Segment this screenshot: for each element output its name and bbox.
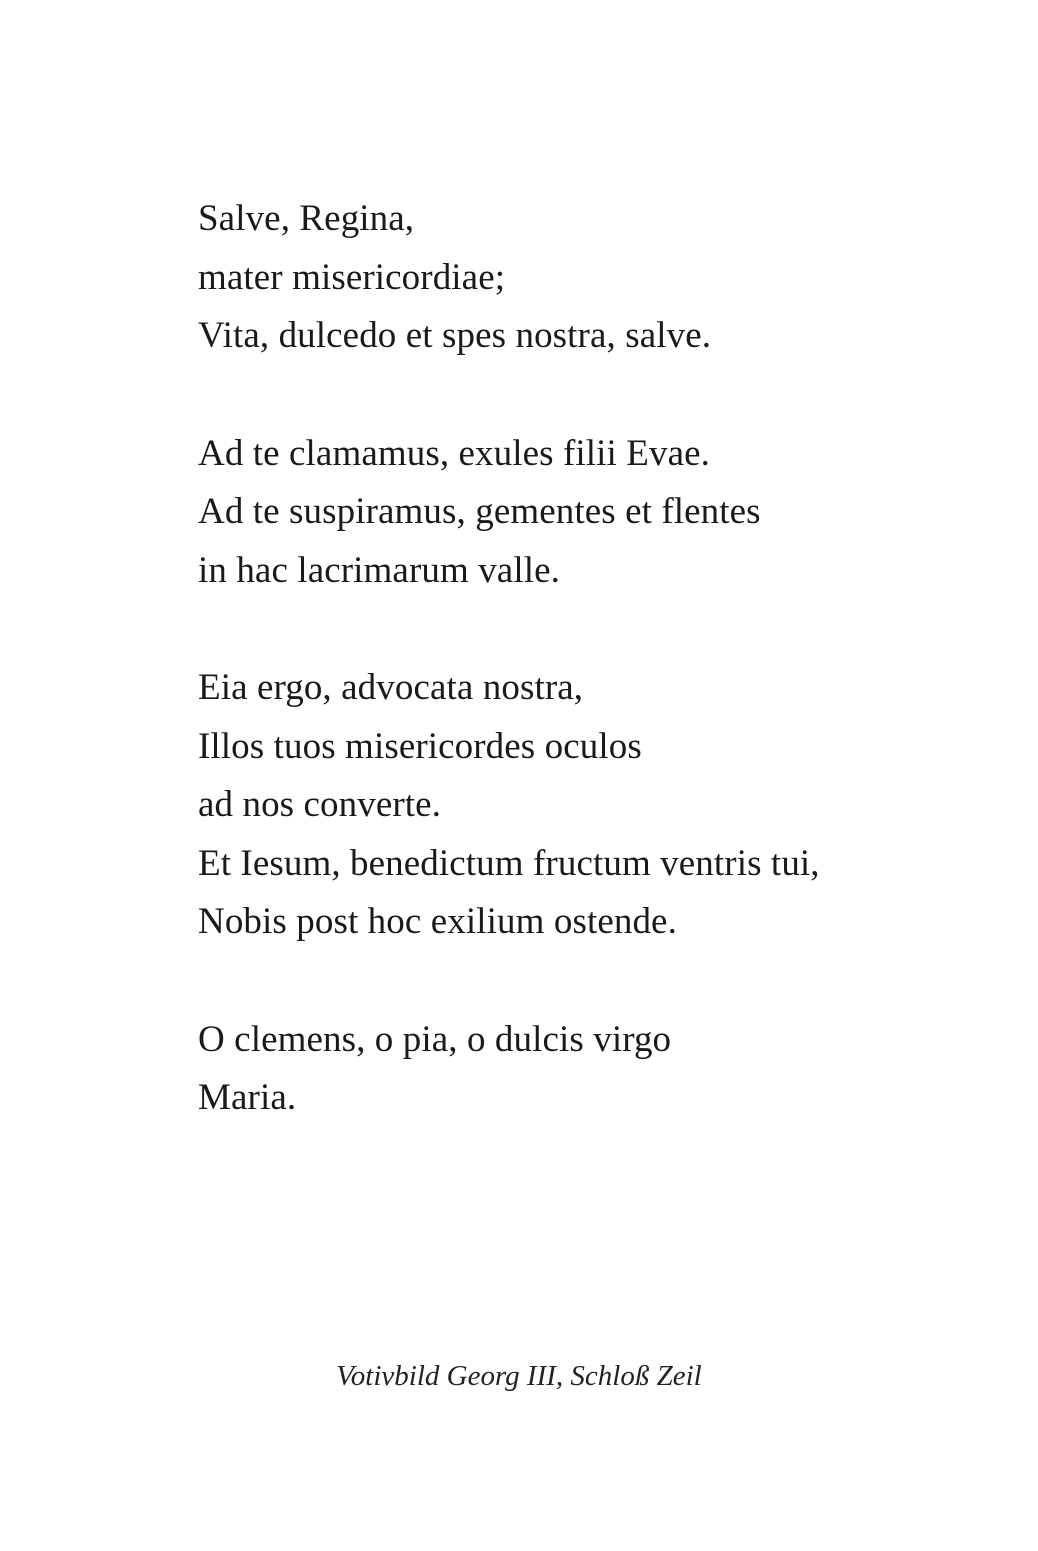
poem-line: Salve, Regina, (198, 198, 415, 239)
poem-line: O clemens, o pia, o dulcis virgo (198, 1018, 672, 1060)
stanza-4 (198, 1011, 998, 1128)
poem-line: mater misericordiae; (198, 256, 506, 298)
stanza-1 (198, 190, 998, 366)
poem-line: Vita, dulcedo et spes nostra, salve. (198, 315, 712, 356)
poem-line: Et Iesum, benedictum fructum ventris tui, (198, 842, 820, 884)
poem-line: Maria. (198, 1077, 297, 1118)
poem-line: in hac lacrimarum valle. (198, 549, 560, 591)
poem-line: Nobis post hoc exilium ostende. (198, 901, 677, 942)
poem-line: Ad te suspiramus, gementes et flentes (198, 491, 761, 532)
poem-line: Ad te clamamus, exules filii Evae. (198, 432, 710, 474)
stanza-3 (198, 659, 998, 952)
poem-line: Eia ergo, advocata nostra, (198, 667, 584, 708)
stanza-2 (198, 425, 998, 601)
poem-line: ad nos converte. (198, 784, 442, 825)
image-caption: Votivbild Georg III, Schloß Zeil (336, 1360, 702, 1392)
poem-text (198, 190, 998, 1128)
poem-line: Illos tuos misericordes oculos (198, 725, 642, 767)
